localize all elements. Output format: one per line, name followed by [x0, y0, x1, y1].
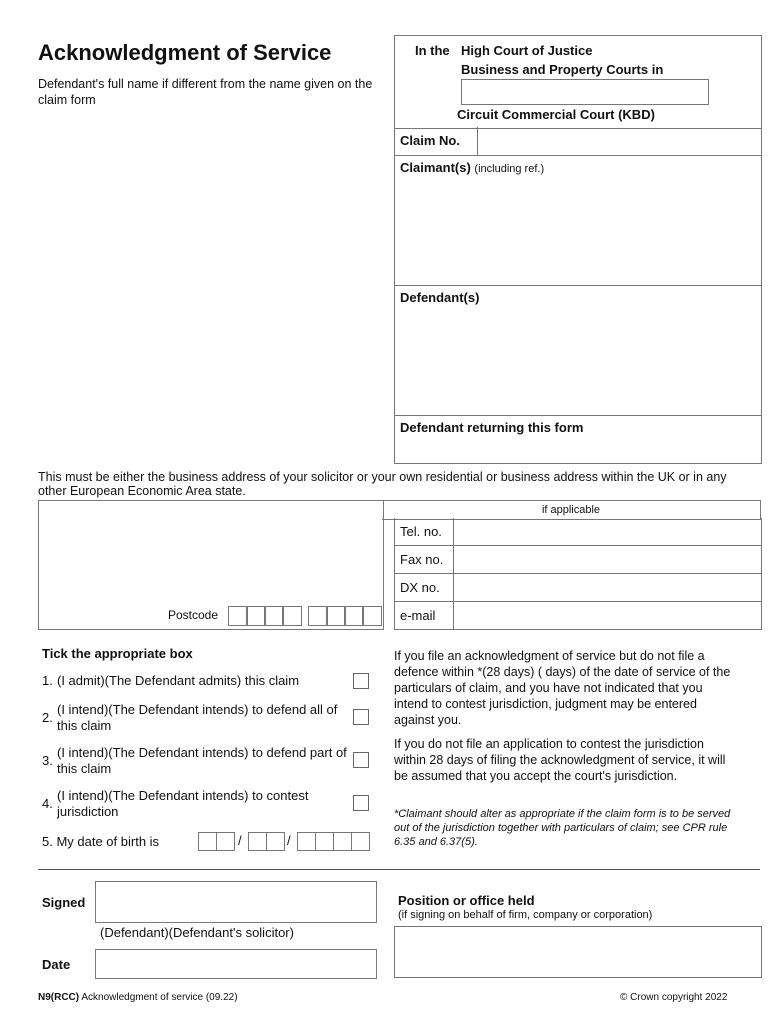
tel-row: [394, 518, 762, 546]
copyright: © Crown copyright 2022: [620, 992, 728, 1003]
postcode-box[interactable]: [362, 606, 382, 626]
postcode-box[interactable]: [264, 606, 284, 626]
returning-defendant-label: Defendant returning this form: [400, 420, 584, 435]
info-paragraph-2: If you do not file an application to contest the jurisdiction within 28 days of filing the acknowledgment of service, it will be assumed that you accept the court's jurisdiction.: [394, 737, 726, 783]
dob-label: 5. My date of birth is: [42, 834, 160, 849]
postcode-label: Postcode: [168, 608, 219, 622]
defend-part-checkbox[interactable]: [353, 752, 369, 768]
court-box: [394, 35, 762, 129]
tick-heading: Tick the appropriate box: [42, 646, 193, 661]
page-title: Acknowledgment of Service: [38, 40, 332, 65]
defendant-name-note: Defendant's full name if different from the name given on the claim form: [38, 77, 373, 107]
fax-field[interactable]: [453, 546, 762, 573]
dx-label: DX no.: [400, 580, 440, 595]
dob-year-box[interactable]: [315, 832, 334, 851]
dx-field[interactable]: [453, 574, 762, 601]
form-name: Acknowledgment of service (09.22): [81, 992, 238, 1003]
postcode-box[interactable]: [246, 606, 266, 626]
dob-day-box[interactable]: [216, 832, 235, 851]
claimants-field[interactable]: [394, 155, 762, 286]
claimants-label: Claimant(s) (including ref.): [400, 160, 545, 175]
returning-defendant-field[interactable]: [394, 415, 762, 464]
fax-label: Fax no.: [400, 552, 444, 567]
postcode-box[interactable]: [326, 606, 346, 626]
claim-no-field[interactable]: [477, 127, 762, 155]
claimants-note: (including ref.): [474, 163, 545, 175]
info-paragraph-1: If you file an acknowledgment of service but do not file a defence within *(28 days) ( days) of the date of service of the particulars of claim, and you have not indicated that you intend to contest jurisdiction, judgment may be entered against you.: [394, 649, 731, 727]
date-field[interactable]: [95, 949, 377, 979]
court-location-field[interactable]: [461, 79, 709, 105]
claim-no-label: Claim No.: [400, 133, 460, 148]
dob-day-box[interactable]: [198, 832, 217, 851]
defendants-label: Defendant(s): [400, 290, 480, 305]
dob-month-box[interactable]: [266, 832, 285, 851]
defendants-field[interactable]: [394, 285, 762, 416]
dob-year-box[interactable]: [333, 832, 352, 851]
postcode-box[interactable]: [228, 606, 248, 626]
dob-separator: /: [287, 833, 291, 848]
admit-checkbox[interactable]: [353, 673, 369, 689]
dob-year-box[interactable]: [297, 832, 316, 851]
address-note: This must be either the business address of your solicitor or your own residential or business address within the UK or in any other European Economic Area state.: [38, 470, 727, 498]
email-label: e-mail: [400, 608, 436, 623]
postcode-box[interactable]: [344, 606, 364, 626]
postcode-box[interactable]: [282, 606, 302, 626]
tel-field[interactable]: [453, 518, 762, 545]
postcode-box[interactable]: [308, 606, 328, 626]
position-note: (if signing on behalf of firm, company or corporation): [398, 909, 653, 921]
claim-no-row: [394, 127, 762, 156]
court-name-line3: Circuit Commercial Court (KBD): [457, 107, 655, 122]
divider: [38, 869, 760, 870]
contest-jurisdiction-checkbox[interactable]: [353, 795, 369, 811]
if-applicable-label: if applicable: [382, 500, 761, 520]
position-field[interactable]: [394, 926, 762, 978]
tel-label: Tel. no.: [400, 524, 442, 539]
signer-role: (Defendant)(Defendant's solicitor): [100, 925, 294, 940]
dob-separator: /: [238, 833, 242, 848]
court-name-line1: High Court of Justice: [461, 43, 593, 58]
dx-row: [394, 574, 762, 602]
claimant-note: *Claimant should alter as appropriate if the claim form is to be served out of the jurisdiction together with particulars of claim; see CPR rule 6.35 and 6.37(5).: [394, 808, 731, 848]
defend-all-checkbox[interactable]: [353, 709, 369, 725]
email-row: [394, 602, 762, 630]
dob-year-box[interactable]: [351, 832, 370, 851]
form-reference: [38, 992, 238, 1003]
dob-month-box[interactable]: [248, 832, 267, 851]
form-code: N9(RCC): [38, 992, 80, 1003]
signed-label: Signed: [42, 895, 86, 910]
fax-row: [394, 546, 762, 574]
court-in-the-label: In the: [415, 43, 450, 58]
court-name-line2: Business and Property Courts in: [461, 62, 664, 77]
date-label: Date: [42, 957, 71, 972]
email-field[interactable]: [453, 602, 762, 629]
position-label: Position or office held: [398, 893, 535, 908]
signature-field[interactable]: [95, 881, 377, 923]
